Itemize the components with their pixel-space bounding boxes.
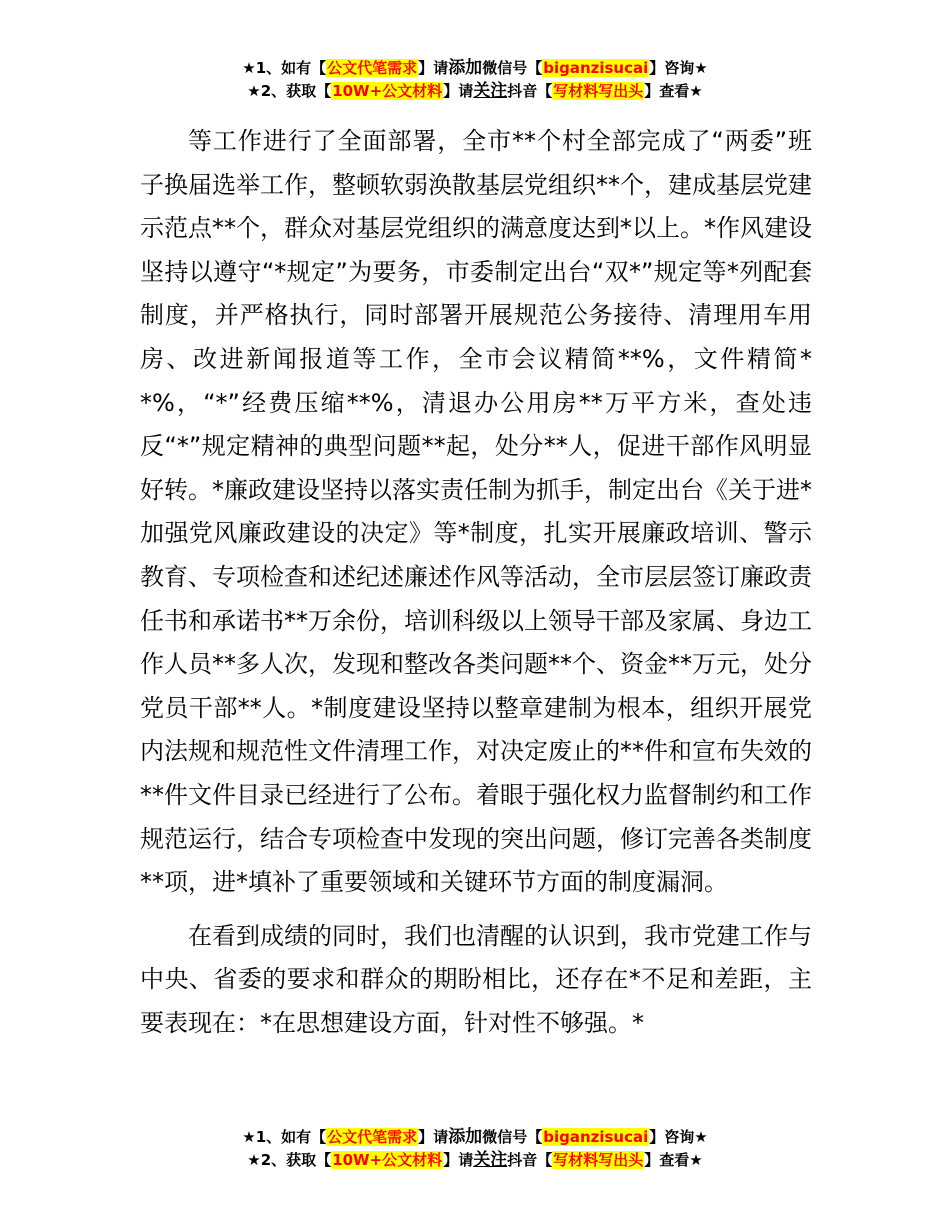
service-highlight: 公文代笔需求	[327, 59, 418, 77]
materials-highlight: 10W+公文材料	[332, 82, 443, 100]
wechat-id-highlight: biganzisucai	[543, 1128, 649, 1146]
banner-line-consult: ★1、如有【公文代笔需求】请添加微信号【biganzisucai】咨询★	[242, 58, 708, 78]
footer-banner	[0, 1126, 950, 1172]
wechat-id-highlight: biganzisucai	[543, 59, 649, 77]
douyin-account-highlight: 写材料写出头	[553, 1151, 644, 1169]
banner-line-follow: ★2、获取【10W+公文材料】请关注抖音【写材料写出头】查看★	[247, 1150, 703, 1170]
banner-line-consult: ★1、如有【公文代笔需求】请添加微信号【biganzisucai】咨询★	[242, 1127, 708, 1147]
document-body	[140, 120, 812, 1045]
body-paragraph: 在看到成绩的同时，我们也清醒的认识到，我市党建工作与中央、省委的要求和群众的期盼相比，还存在*不足和差距，主要表现在：*在思想建设方面，针对性不够强。*	[140, 921, 812, 1037]
header-banner	[0, 57, 950, 103]
banner-line-follow: ★2、获取【10W+公文材料】请关注抖音【写材料写出头】查看★	[247, 81, 703, 101]
service-highlight: 公文代笔需求	[327, 1128, 418, 1146]
douyin-account-highlight: 写材料写出头	[553, 82, 644, 100]
materials-highlight: 10W+公文材料	[332, 1151, 443, 1169]
body-paragraph: 等工作进行了全面部署，全市**个村全部完成了“两委”班子换届选举工作，整顿软弱涣散基层党组织**个，建成基层党建示范点**个，群众对基层党组织的满意度达到*以上。*作风建设坚持以遵守“*规定”为要务，市委制定出台“双*”规定等*列配套制度，并严格执行，同时部署开展规范公务接待、清理用车用房、改进新闻报道等工作，全市会议精简**%，文件精简**%，“*”经费压缩**%，清退办公用房**万平方米，查处违反“*”规定精神的典型问题**起，处分**人，促进干部作风明显好转。*廉政建设坚持以落实责任制为抓手，制定出台《关于进*加强党风廉政建设的决定》等*制度，扎实开展廉政培训、警示教育、专项检查和述纪述廉述作风等活动，全市层层签订廉政责任书和承诺书**万余份，培训科级以上领导干部及家属、身边工作人员**多人次，发现和整改各类问题**个、资金**万元，处分党员干部**人。*制度建设坚持以整章建制为根本，组织开展党内法规和规范性文件清理工作，对决定废止的**件和宣布失效的**件文件目录已经进行了公布。着眼于强化权力监督制约和工作规范运行，结合专项检查中发现的突出问题，修订完善各类制度**项，进*填补了重要领域和关键环节方面的制度漏洞。	[140, 127, 812, 897]
